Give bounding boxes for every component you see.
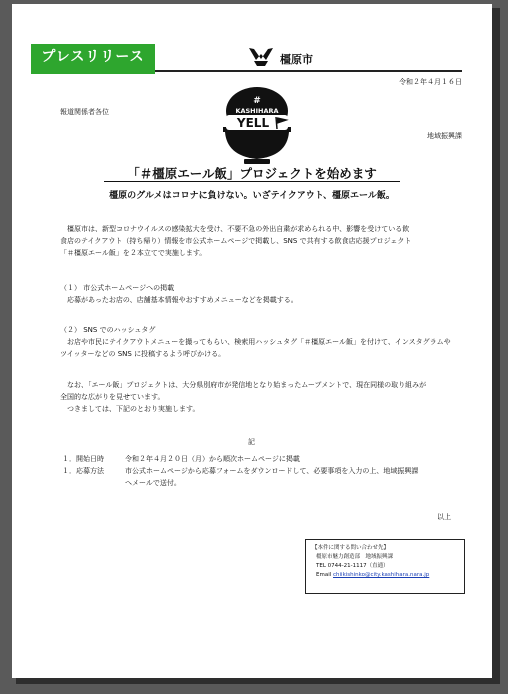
ki-mark: 記 bbox=[248, 438, 255, 446]
item-value: 市公式ホームページから応募フォームをダウンロードして、必要事項を入力の上、地域振興課 bbox=[125, 467, 419, 475]
city-emblem-icon bbox=[248, 46, 274, 68]
item-value-continued: へメールで送付。 bbox=[125, 479, 181, 487]
logo-word: YELL bbox=[236, 116, 270, 130]
logo-hash: # bbox=[253, 96, 261, 106]
document-page bbox=[12, 4, 492, 678]
contact-email-label: Email bbox=[316, 572, 332, 578]
kashihara-yell-logo bbox=[217, 84, 297, 166]
release-date: 令和２年４月１６日 bbox=[399, 78, 462, 86]
title-underline bbox=[104, 181, 400, 182]
end-mark: 以上 bbox=[437, 513, 451, 521]
intro-line: 橿原市は、新型コロナウイルスの感染拡大を受け、不要不急の外出自粛が求められる中、影響を受けている飲 bbox=[60, 225, 410, 233]
intro-line: 食店のテイクアウト（持ち帰り）情報を市公式ホームページで掲載し、SNS で共有する飲食店応援プロジェクト bbox=[60, 237, 412, 245]
note-line: なお、「エール飯」プロジェクトは、大分県別府市が発信地となり始まったムーブメントで、現在同様の取り組みが bbox=[60, 381, 427, 389]
document-subtitle: 橿原のグルメはコロナに負けない。いざテイクアウト、橿原エール飯。 bbox=[109, 191, 395, 201]
logo-city-en: KASHIHARA bbox=[235, 107, 279, 115]
item-label: １．開始日時 bbox=[62, 455, 104, 463]
recipient: 報道関係者各位 bbox=[60, 108, 109, 116]
note-line: 全国的な広がりを見せています。 bbox=[60, 393, 165, 401]
contact-department: 橿原市魅力創造部 地域振興課 bbox=[316, 554, 394, 560]
press-release-label: プレスリリース bbox=[31, 44, 155, 70]
contact-tel: TEL 0744-21-1117（直通） bbox=[316, 563, 389, 569]
document-title: 「＃橿原エール飯」プロジェクトを始めます bbox=[127, 166, 377, 181]
contact-heading: 【本件に関する問い合わせ先】 bbox=[312, 545, 390, 551]
section2-heading: （２） SNS でのハッシュタグ bbox=[60, 326, 156, 334]
contact-email-link[interactable]: chiikishinko@city.kashihara.nara.jp bbox=[333, 572, 430, 578]
section2-body: お店や市民にテイクアウトメニューを撮ってもらい、検索用ハッシュタグ「＃橿原エール飯」を付けて、インスタグラムや bbox=[60, 338, 451, 346]
header-rule-accent bbox=[31, 70, 155, 74]
item-value: 令和２年４月２０日（月）から順次ホームページに掲載 bbox=[125, 455, 300, 463]
issuing-department: 地域振興課 bbox=[427, 132, 462, 140]
intro-line: 「＃橿原エール飯」を２本立てで実施します。 bbox=[60, 249, 207, 257]
city-name: 橿原市 bbox=[280, 53, 313, 66]
section1-body: 応募があったお店の、店舗基本情報やおすすめメニューなどを掲載する。 bbox=[60, 296, 298, 304]
section1-heading: （１） 市公式ホームページへの掲載 bbox=[60, 284, 175, 292]
note-line: つきましては、下記のとおり実施します。 bbox=[60, 405, 200, 413]
contact-box bbox=[305, 539, 465, 594]
item-label: １．応募方法 bbox=[62, 467, 104, 475]
section2-body: ツイッターなどの SNS に投稿するよう呼びかける。 bbox=[60, 350, 226, 358]
